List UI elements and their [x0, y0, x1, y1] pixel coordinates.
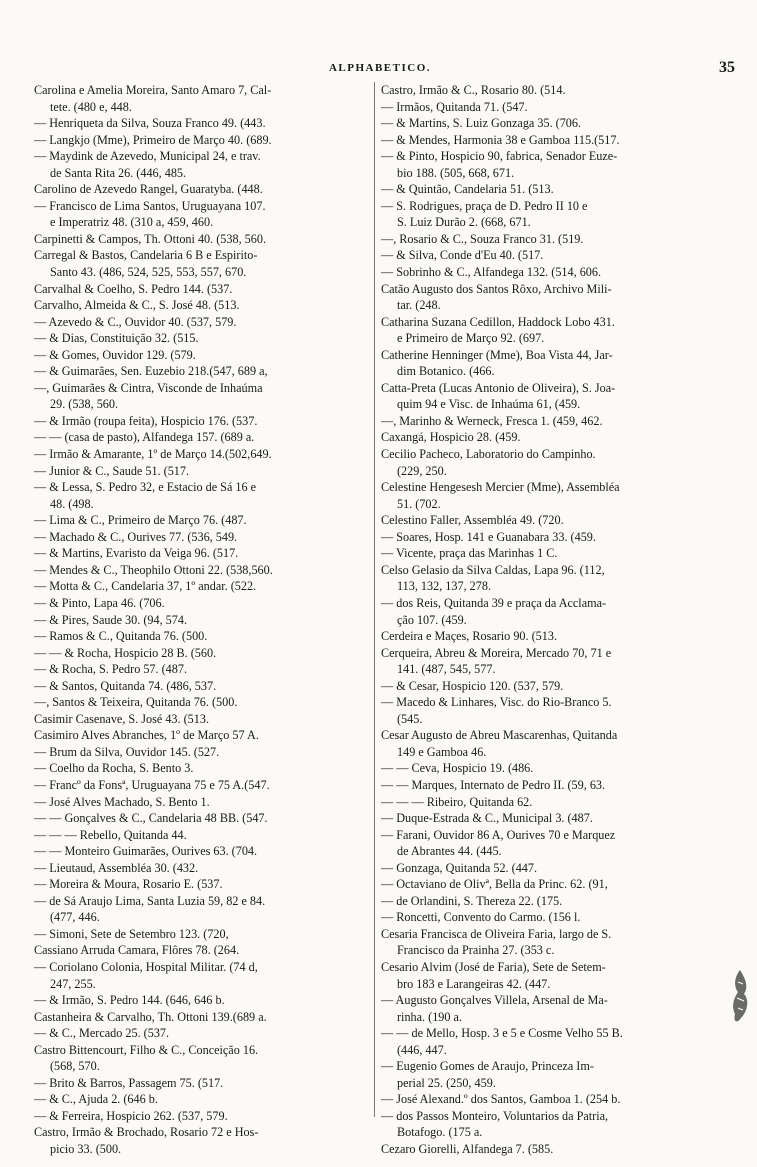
directory-entry-line: — Duque-Estrada & C., Municipal 3. (487.: [381, 811, 593, 826]
directory-entry-line: Catão Augusto dos Santos Rôxo, Archivo Mili-: [381, 281, 612, 296]
directory-entry-line: — Ramos & C., Quitanda 76. (500.: [34, 629, 208, 644]
directory-entry-line: — Mendes & C., Theophilo Ottoni 22. (538,560.: [34, 562, 273, 577]
directory-entry-line: 141. (487, 545, 577.: [397, 662, 496, 677]
directory-entry-line: — Henriqueta da Silva, Souza Franco 49. (443.: [34, 116, 266, 131]
directory-entry-line: — Lima & C., Primeiro de Março 76. (487.: [34, 513, 247, 528]
directory-entry-line: — & Mendes, Harmonia 38 e Gamboa 115.(517.: [381, 132, 620, 147]
directory-entry-line: — dos Passos Monteiro, Voluntarios da Patria,: [381, 1108, 609, 1123]
directory-entry-line: Cassiano Arruda Camara, Flôres 78. (264.: [34, 943, 240, 958]
directory-entry-line: — Irmãos, Quitanda 71. (547.: [381, 99, 528, 114]
directory-entry-line: Catharina Suzana Cedillon, Haddock Lobo 431.: [381, 314, 615, 329]
directory-entry-line: — Brum da Silva, Ouvidor 145. (527.: [34, 744, 220, 759]
directory-entry-line: picio 33. (500.: [50, 1142, 122, 1156]
page-header: [0, 59, 757, 82]
directory-entry-line: — Soares, Hosp. 141 e Guanabara 33. (459.: [381, 529, 596, 544]
directory-entry-line: — Farani, Ouvidor 86 A, Ourives 70 e Marquez: [381, 827, 616, 842]
directory-entry-line: Casimir Casenave, S. José 43. (513.: [34, 711, 210, 726]
directory-entry-line: — de Sá Araujo Lima, Santa Luzia 59, 82 e 84.: [34, 893, 266, 908]
directory-entry-line: Celestine Hengesesh Mercier (Mme), Assembléa: [381, 480, 620, 495]
directory-entry-line: de Abrantes 44. (445.: [397, 844, 502, 859]
directory-entry-line: Catherine Henninger (Mme), Boa Vista 44, Jar-: [381, 347, 613, 362]
directory-entry-line: Cesaria Francisca de Oliveira Faria, largo de S.: [381, 926, 612, 941]
left-column: [34, 82, 372, 1158]
running-title: ALPHABETICO.: [328, 62, 432, 74]
directory-entry-line: Castro, Irmão & Brochado, Rosario 72 e Hos-: [34, 1125, 259, 1140]
directory-entry-line: — & Martins, S. Luiz Gonzaga 35. (706.: [381, 116, 582, 131]
directory-entry-line: Castro Bittencourt, Filho & C., Conceição 16.: [34, 1042, 259, 1057]
directory-entry-line: perial 25. (250, 459.: [397, 1075, 496, 1090]
directory-entry-line: — Motta & C., Candelaria 37, 1º andar. (522.: [34, 579, 257, 594]
directory-entry-line: Carvalho, Almeida & C., S. José 48. (513.: [34, 298, 240, 313]
directory-entry-line: 149 e Gamboa 46.: [397, 744, 487, 759]
directory-entry-line: — & Pinto, Lapa 46. (706.: [34, 595, 165, 610]
directory-entry-line: — & Dias, Constituição 32. (515.: [34, 331, 199, 346]
directory-entry-line: — & Pires, Saude 30. (94, 574.: [34, 612, 188, 627]
directory-entry-line: 29. (538, 560.: [50, 397, 119, 412]
directory-entry-line: — Moreira & Moura, Rosario E. (537.: [34, 877, 223, 892]
directory-entry-line: 113, 132, 137, 278.: [397, 579, 492, 594]
directory-entry-line: — Francº da Fonsª, Uruguayana 75 e 75 A.(547.: [34, 777, 270, 792]
directory-entry-line: — Vicente, praça das Marinhas 1 C.: [381, 546, 558, 561]
directory-entry-line: — & Irmão (roupa feita), Hospicio 176. (537.: [34, 413, 258, 428]
directory-entry-line: — & Quintão, Candelaria 51. (513.: [381, 182, 554, 197]
directory-entry-line: — Francisco de Lima Santos, Uruguayana 107.: [34, 198, 266, 213]
directory-entry-line: Castanheira & Carvalho, Th. Ottoni 139.(689 a.: [34, 1009, 267, 1024]
directory-entry-line: Casimiro Alves Abranches, 1º de Março 57 A.: [34, 728, 259, 743]
directory-entry-line: — dos Reis, Quitanda 39 e praça da Acclama-: [381, 595, 607, 610]
directory-entry-line: — — (casa de pasto), Alfandega 157. (689 a.: [34, 430, 255, 445]
directory-entry-line: — de Orlandini, S. Thereza 22. (175.: [381, 893, 563, 908]
directory-entry-line: tar. (248.: [397, 298, 441, 313]
directory-entry-line: Cerqueira, Abreu & Moreira, Mercado 70, 71 e: [381, 645, 612, 660]
ink-blot-mark: [729, 968, 751, 1028]
directory-entry-line: — Gonzaga, Quitanda 52. (447.: [381, 860, 538, 875]
directory-entry-line: Cesario Alvim (José de Faria), Sete de Setem-: [381, 959, 606, 974]
directory-entry-line: — Eugenio Gomes de Araujo, Princeza Im-: [381, 1059, 594, 1074]
directory-entry-line: — — Ceva, Hospicio 19. (486.: [381, 761, 534, 776]
directory-entry-line: — & Ferreira, Hospicio 262. (537, 579.: [34, 1108, 228, 1123]
directory-entry-line: Cerdeira e Maçes, Rosario 90. (513.: [381, 629, 557, 644]
directory-entry-line: — & Lessa, S. Pedro 32, e Estacio de Sá 16 e: [34, 480, 257, 495]
directory-entry-line: — Machado & C., Ourives 77. (536, 549.: [34, 529, 238, 544]
directory-entry-line: — — de Mello, Hosp. 3 e 5 e Cosme Velho 55 B.: [381, 1026, 623, 1041]
directory-entry-line: — & Santos, Quitanda 74. (486, 537.: [34, 678, 217, 693]
page-number: 35: [719, 59, 735, 76]
directory-entry-line: e Primeiro de Março 92. (697.: [397, 331, 545, 346]
directory-entry-line: — Maydink de Azevedo, Municipal 24, e trav.: [34, 149, 261, 164]
directory-entry-line: (545.: [397, 711, 423, 726]
directory-entry-line: quim 94 e Visc. de Inhaúma 61, (459.: [397, 397, 581, 412]
directory-entry-line: — Augusto Gonçalves Villela, Arsenal de Ma-: [381, 993, 608, 1008]
directory-entry-line: — Roncetti, Convento do Carmo. (156 l.: [381, 910, 581, 925]
directory-entry-line: de Santa Rita 26. (446, 485.: [50, 165, 187, 180]
directory-entry-line: — José Alves Machado, S. Bento 1.: [34, 794, 210, 809]
directory-entry-line: 51. (702.: [397, 496, 441, 511]
directory-entry-line: — — — Ribeiro, Quitanda 62.: [381, 794, 533, 809]
directory-entry-line: — & C., Mercado 25. (537.: [34, 1026, 170, 1041]
directory-entry-line: (229, 250.: [397, 463, 447, 478]
right-column: [381, 82, 727, 1158]
directory-entry-line: dim Botanico. (466.: [397, 364, 495, 379]
directory-entry-line: — Simoni, Sete de Setembro 123. (720,: [34, 926, 229, 941]
directory-entry-line: Carolino de Azevedo Rangel, Guaratyba. (448.: [34, 182, 263, 197]
directory-entry-line: Carolina e Amelia Moreira, Santo Amaro 7, Cal-: [34, 83, 272, 97]
directory-entry-line: — Lieutaud, Assembléa 30. (432.: [34, 860, 199, 875]
directory-entry-line: tete. (480 e, 448.: [50, 99, 132, 114]
directory-entry-line: Cecilio Pacheco, Laboratorio do Campinho.: [381, 447, 596, 462]
directory-entry-line: — Octaviano de Olivª, Bella da Princ. 62. (91,: [381, 877, 608, 892]
directory-entry-line: Carpinetti & Campos, Th. Ottoni 40. (538, 560.: [34, 231, 267, 246]
directory-entry-line: — & Pinto, Hospicio 90, fabrica, Senador Euze-: [381, 149, 618, 164]
directory-entry-line: — & Guimarães, Sen. Euzebio 218.(547, 689 a,: [34, 364, 268, 379]
directory-entry-line: — — Marques, Internato de Pedro II. (59, 63.: [381, 777, 606, 792]
directory-entry-line: — & C., Ajuda 2. (646 b.: [34, 1092, 158, 1107]
directory-entry-line: Carregal & Bastos, Candelaria 6 B e Espirito-: [34, 248, 258, 263]
directory-entry-line: S. Luiz Durão 2. (668, 671.: [397, 215, 531, 230]
directory-entry-line: —, Guimarães & Cintra, Visconde de Inhaúma: [34, 380, 263, 395]
directory-entry-line: Francisco da Prainha 27. (353 c.: [397, 943, 555, 958]
directory-entry-line: Caxangá, Hospicio 28. (459.: [381, 430, 521, 445]
directory-entry-line: (568, 570.: [50, 1059, 100, 1074]
directory-entry-line: Catta-Preta (Lucas Antonio de Oliveira), S. Joa-: [381, 380, 616, 395]
directory-entry-line: Castro, Irmão & C., Rosario 80. (514.: [381, 83, 566, 97]
directory-entry-line: Celestino Faller, Assembléa 49. (720.: [381, 513, 564, 528]
directory-entry-line: — & Irmão, S. Pedro 144. (646, 646 b.: [34, 993, 225, 1008]
directory-entry-line: — Sobrinho & C., Alfandega 132. (514, 606.: [381, 265, 602, 280]
directory-entry-line: — & Gomes, Ouvidor 129. (579.: [34, 347, 196, 362]
directory-entry-line: — Macedo & Linhares, Visc. do Rio-Branco 5.: [381, 695, 612, 710]
directory-entry-line: Cezaro Giorelli, Alfandega 7. (585.: [381, 1142, 554, 1156]
directory-entry-line: rinha. (190 a.: [397, 1009, 462, 1024]
directory-entry-line: — Irmão & Amarante, 1º de Março 14.(502,649.: [34, 447, 272, 462]
directory-entry-line: 48. (498.: [50, 496, 94, 511]
directory-entry-line: (477, 446.: [50, 910, 100, 925]
directory-entry-line: Carvalhal & Coelho, S. Pedro 144. (537.: [34, 281, 233, 296]
directory-entry-line: — Brito & Barros, Passagem 75. (517.: [34, 1075, 224, 1090]
directory-entry-line: — & Rocha, S. Pedro 57. (487.: [34, 662, 188, 677]
directory-entry-line: — Azevedo & C., Ouvidor 40. (537, 579.: [34, 314, 237, 329]
directory-entry-line: bio 188. (505, 668, 671.: [397, 165, 515, 180]
directory-entry-line: — & Cesar, Hospicio 120. (537, 579.: [381, 678, 564, 693]
column-divider: [374, 82, 375, 1117]
directory-entry-line: — Coriolano Colonia, Hospital Militar. (74 d,: [34, 959, 258, 974]
directory-entry-line: Botafogo. (175 a.: [397, 1125, 483, 1140]
directory-entry-line: —, Marinho & Werneck, Fresca 1. (459, 462.: [381, 413, 603, 428]
directory-entry-line: Santo 43. (486, 524, 525, 553, 557, 670.: [50, 265, 247, 280]
directory-entry-line: 247, 255.: [50, 976, 96, 991]
directory-entry-line: —, Rosario & C., Souza Franco 31. (519.: [381, 231, 584, 246]
directory-entry-line: e Imperatriz 48. (310 a, 459, 460.: [50, 215, 214, 230]
directory-entry-line: — — — Rebello, Quitanda 44.: [34, 827, 187, 842]
directory-entry-line: bro 183 e Larangeiras 42. (447.: [397, 976, 551, 991]
directory-entry-line: — & Silva, Conde d'Eu 40. (517.: [381, 248, 544, 263]
directory-entry-line: Celso Gelasio da Silva Caldas, Lapa 96. (112,: [381, 562, 605, 577]
directory-entry-line: — — Monteiro Guimarães, Ourives 63. (704.: [34, 844, 258, 859]
directory-entry-line: (446, 447.: [397, 1042, 447, 1057]
directory-entry-line: —, Santos & Teixeira, Quitanda 76. (500.: [34, 695, 238, 710]
directory-entry-line: — Langkjo (Mme), Primeiro de Março 40. (689.: [34, 132, 272, 147]
directory-entry-line: — — Gonçalves & C., Candelaria 48 BB. (547.: [34, 811, 268, 826]
directory-entry-line: — José Alexand.º dos Santos, Gamboa 1. (254 b.: [381, 1092, 621, 1107]
directory-entry-line: ção 107. (459.: [397, 612, 467, 627]
directory-entry-line: — & Martins, Evaristo da Veiga 96. (517.: [34, 546, 239, 561]
directory-entry-line: — S. Rodrigues, praça de D. Pedro II 10 e: [381, 198, 588, 213]
directory-entry-line: — Coelho da Rocha, S. Bento 3.: [34, 761, 194, 776]
directory-entry-line: Cesar Augusto de Abreu Mascarenhas, Quitanda: [381, 728, 618, 743]
directory-entry-line: — Junior & C., Saude 51. (517.: [34, 463, 190, 478]
directory-entry-line: — — & Rocha, Hospicio 28 B. (560.: [34, 645, 217, 660]
